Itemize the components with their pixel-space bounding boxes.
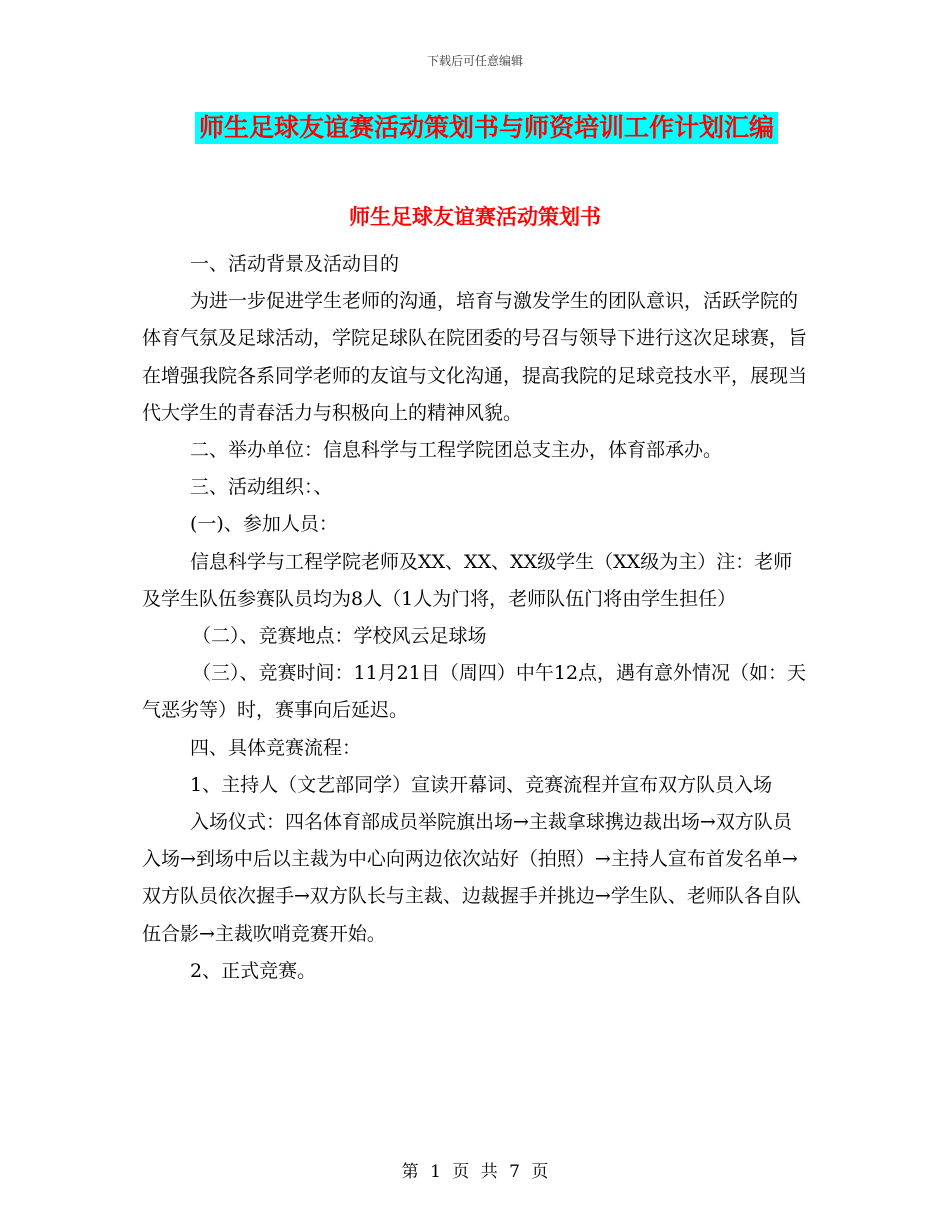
paragraph-entrance-ceremony: 入场仪式：四名体育部成员举院旗出场→主裁拿球携边裁出场→双方队员入场→到场中后以主裁为中心向两边依次站好（拍照）→主持人宣布首发名单→双方队员依次握手→双方队长与主裁、边裁握手并挑边→学生队、老师队各自队伍合影→主裁吹哨竞赛开始。 xyxy=(142,811,801,945)
paragraph-heading-organization: 三、活动组织：、 xyxy=(190,476,333,499)
paragraph-organizer: 二、举办单位：信息科学与工程学院团总支主办，体育部承办。 xyxy=(190,439,723,462)
document-title: 师生足球友谊赛活动策划书与师资培训工作计划汇编 xyxy=(195,112,778,144)
header-note: 下载后可任意编辑 xyxy=(426,54,523,68)
page-footer: 第 1 页 共 7 页 xyxy=(401,1162,549,1182)
paragraph-step-2: 2、正式竞赛。 xyxy=(190,959,317,982)
paragraph-participants: 信息科学与工程学院老师及XX、XX、XX级学生（XX级为主）注：老师及学生队伍参赛队员均为8人（1人为门将，老师队伍门将由学生担任） xyxy=(142,550,793,610)
section-title: 师生足球友谊赛活动策划书 xyxy=(349,204,601,229)
paragraph-step-1: 1、主持人（文艺部同学）宣读开幕词、竞赛流程并宣布双方队员入场 xyxy=(190,773,773,796)
document-body xyxy=(142,246,810,990)
paragraph-background: 为进一步促进学生老师的沟通，培育与激发学生的团队意识，活跃学院的体育气氛及足球活动，学院足球队在院团委的号召与领导下进行这次足球赛，旨在增强我院各系同学老师的友谊与文化沟通，提高我院的足球竞技水平，展现当代大学生的青春活力与积极向上的精神风貌。 xyxy=(142,290,808,424)
paragraph-heading-background: 一、活动背景及活动目的 xyxy=(190,253,400,275)
paragraph-venue: （二）、竞赛地点：学校风云足球场 xyxy=(192,625,487,648)
paragraph-heading-process: 四、具体竞赛流程： xyxy=(190,736,362,759)
paragraph-heading-participants: (一)、参加人员： xyxy=(190,513,338,536)
paragraph-time: （三）、竞赛时间：11月21日（周四）中午12点，遇有意外情况（如：天气恶劣等）时，赛事向后延迟。 xyxy=(142,662,807,722)
